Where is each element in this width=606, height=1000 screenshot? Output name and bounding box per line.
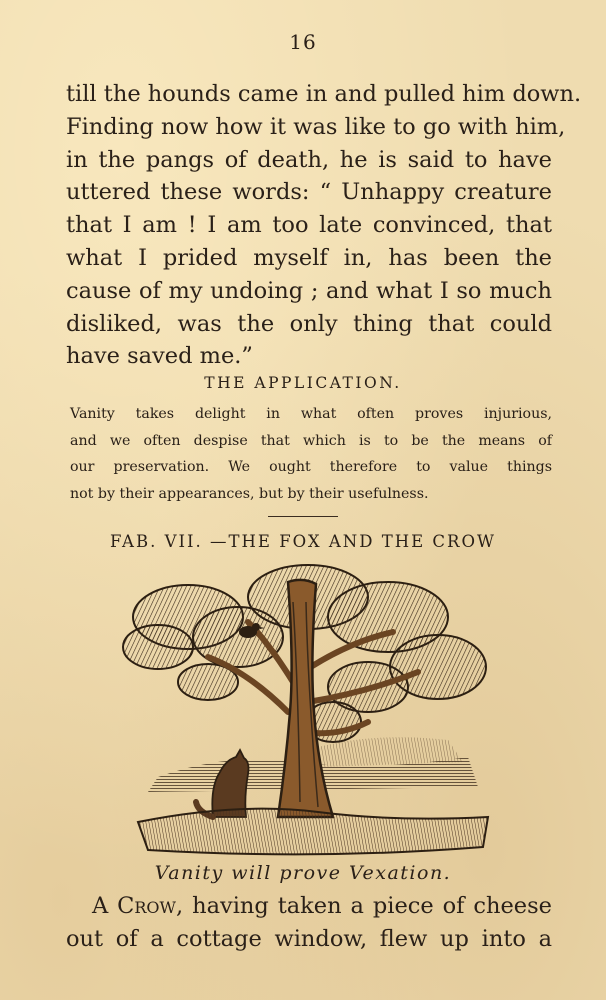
application-heading: THE APPLICATION. bbox=[204, 374, 402, 392]
section-divider bbox=[268, 516, 338, 517]
page-number: 16 bbox=[289, 30, 317, 54]
woodcut-caption: Vanity will prove Vexation. bbox=[154, 862, 452, 884]
application-text bbox=[70, 401, 552, 507]
story-line: have saved me.” bbox=[66, 343, 253, 370]
story-line: in the pangs of death, he is said to have bbox=[66, 146, 552, 173]
fable-line-rest: having taken a piece of cheese bbox=[192, 893, 552, 919]
fable-title: FAB. VII. —THE FOX AND THE CROW bbox=[110, 532, 496, 551]
story-text bbox=[66, 78, 582, 373]
fox-and-crow-woodcut bbox=[118, 562, 496, 862]
fable-opening-word: A Crow, bbox=[92, 893, 184, 919]
fable-text bbox=[66, 890, 552, 956]
application-line: not by their appearances, but by their usefulness. bbox=[70, 485, 429, 502]
application-line: and we often despise that which is to be the means of bbox=[70, 432, 552, 449]
fable-line: out of a cottage window, flew up into a bbox=[66, 926, 552, 952]
story-line: what I prided myself in, has been the bbox=[66, 244, 552, 271]
story-line: till the hounds came in and pulled him down. bbox=[66, 81, 582, 107]
story-line: uttered these words: “ Unhappy creature bbox=[66, 179, 552, 206]
story-line: cause of my undoing ; and what I so much bbox=[66, 277, 552, 304]
application-line: our preservation. We ought therefore to value things bbox=[70, 459, 552, 475]
fable-line bbox=[66, 890, 552, 923]
story-line: disliked, was the only thing that could bbox=[66, 310, 552, 337]
foreground-ground bbox=[138, 809, 488, 855]
story-line: that I am ! I am too late convinced, that bbox=[66, 212, 552, 239]
application-line: Vanity takes delight in what often proves injurious, bbox=[70, 406, 552, 422]
story-line: Finding now how it was like to go with him, bbox=[66, 113, 566, 140]
